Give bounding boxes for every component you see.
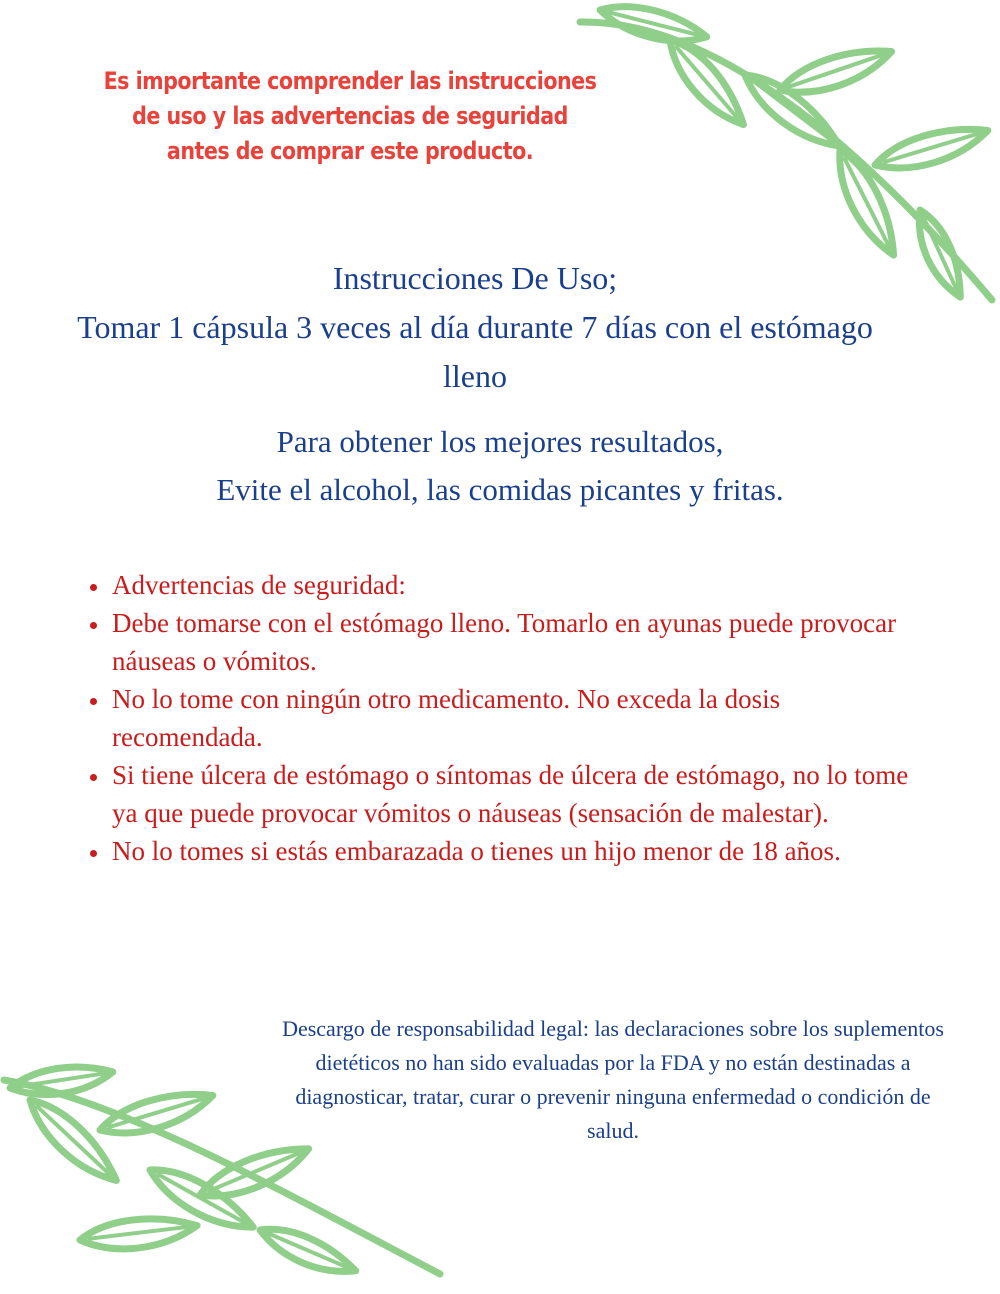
best-results-tips: [100, 418, 900, 514]
list-item: • No lo tome con ningún otro medicamento. No exceda la dosis recomendada.: [110, 680, 910, 756]
safety-warnings-list: [62, 566, 910, 870]
safety-notice-heading: Es importante comprender las instrucciones de uso y las advertencias de seguridad antes de comprar este producto.: [103, 67, 597, 165]
instructions-heading: Instrucciones De Uso;: [332, 260, 618, 296]
tips-line-1: Para obtener los mejores resultados,: [276, 424, 724, 459]
tips-line-2: Evite el alcohol, las comidas picantes y fritas.: [216, 472, 784, 507]
usage-instructions: [60, 254, 890, 401]
warnings-heading: • Advertencias de seguridad:: [110, 566, 910, 604]
list-item: • Debe tomarse con el estómago lleno. Tomarlo en ayunas puede provocar náuseas o vómitos.: [110, 604, 910, 680]
legal-disclaimer: Descargo de responsabilidad legal: las declaraciones sobre los suplementos dietéticos no han sido evaluadas por la FDA y no están destinadas a diagnosticar, tratar, curar o prevenir ninguna enfermedad o condición de salud.: [282, 1016, 944, 1143]
list-item: • Si tiene úlcera de estómago o síntomas de úlcera de estómago, no lo tome ya que puede provocar vómitos o náuseas (sensación de malestar).: [110, 756, 910, 832]
dosage-text: Tomar 1 cápsula 3 veces al día durante 7 días con el estómago lleno: [77, 309, 873, 394]
list-item: • No lo tomes si estás embarazada o tienes un hijo menor de 18 años.: [110, 832, 910, 870]
